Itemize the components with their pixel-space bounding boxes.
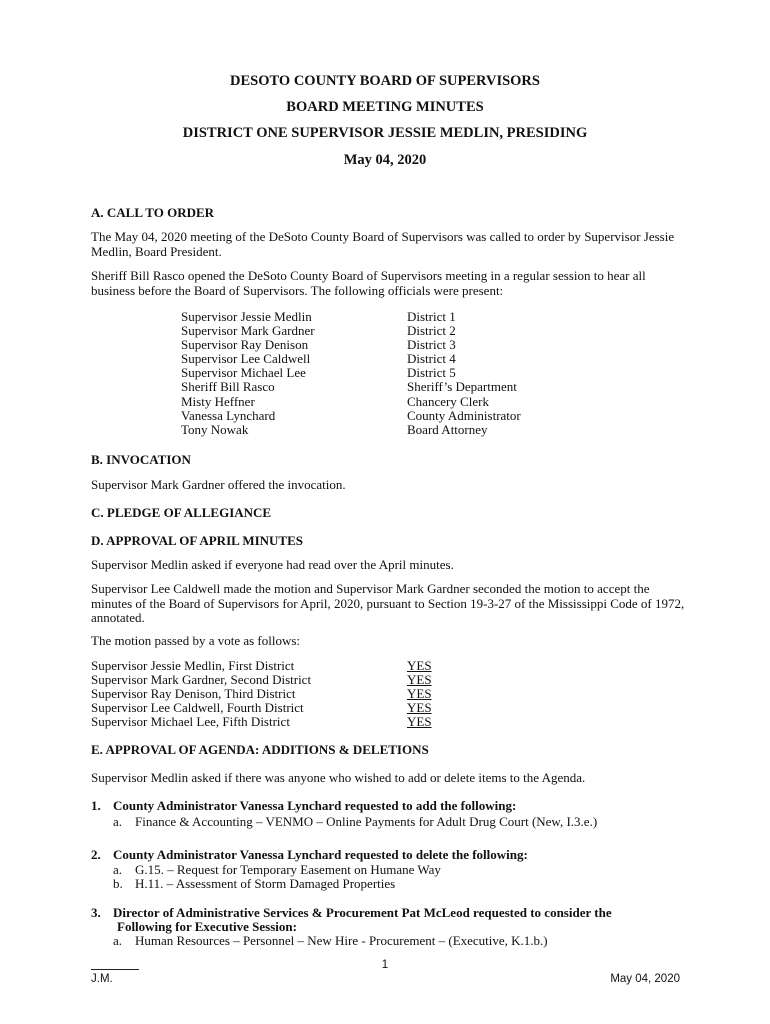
official-role: Sheriff’s Department [407,379,517,395]
official-role: Board Attorney [407,421,488,437]
officials-names [181,310,315,437]
section-d-para-1: Supervisor Medlin asked if everyone had read over the April minutes. [91,557,454,572]
voter-name: Supervisor Lee Caldwell, Fourth District [91,700,304,716]
subitem-letter: a. [113,862,123,877]
subitem-letter: a. [113,814,123,829]
official-role: District 4 [407,351,456,367]
section-e-heading: E. APPROVAL OF AGENDA: ADDITIONS & DELETIONS [91,742,429,757]
official-name: Supervisor Lee Caldwell [181,351,311,367]
agenda-subitem [113,934,548,949]
vote-results [407,659,432,729]
subitem-text: Finance & Accounting – VENMO – Online Payments for Adult Drug Court (New, I.3.e.) [135,814,598,829]
voter-name: Supervisor Michael Lee, Fifth District [91,714,290,730]
section-d-para-2: Supervisor Lee Caldwell made the motion and Supervisor Mark Gardner seconded the motion to accept the minutes of the Board of Supervisors for April, 2020, pursuant to Section 19-3-27 of the Mississippi Code of 1972, annotated. [91,581,685,625]
section-c-heading: C. PLEDGE OF ALLEGIANCE [91,505,272,520]
meeting-date: May 04, 2020 [343,152,427,168]
official-role: District 3 [407,337,456,353]
item-text: County Administrator Vanessa Lynchard requested to delete the following: [113,847,528,862]
official-name: Sheriff Bill Rasco [181,379,275,395]
presiding-line: DISTRICT ONE SUPERVISOR JESSIE MEDLIN, PRESIDING [182,125,588,141]
vote-result: YES [407,672,432,688]
section-d-para-3: The motion passed by a vote as follows: [91,633,301,648]
official-role: Chancery Clerk [407,393,489,409]
subitem-letter: a. [113,933,123,948]
official-name: Supervisor Jessie Medlin [181,309,312,324]
voter-name: Supervisor Ray Denison, Third District [91,686,296,702]
official-name: Misty Heffner [181,393,255,409]
subitem-text: G.15. – Request for Temporary Easement on Humane Way [135,862,441,877]
item-number: 2. [91,847,101,862]
agenda-subitem [113,815,597,830]
section-a-para-1: The May 04, 2020 meeting of the DeSoto County Board of Supervisors was called to order by Supervisor Jessie Medlin, Board President. [91,229,675,259]
vote-names [91,659,311,729]
section-b-para: Supervisor Mark Gardner offered the invocation. [91,477,346,492]
subitem-letter: b. [113,876,123,891]
item-text: Director of Administrative Services & Procurement Pat McLeod requested to consider the [113,905,612,920]
item-text-continued: Following for Executive Session: [117,919,297,934]
item-text: County Administrator Vanessa Lynchard requested to add the following: [113,798,517,813]
footer-date: May 04, 2020 [610,973,680,985]
item-number: 3. [91,905,101,920]
officials-roles [407,310,521,437]
page-number: 1 [381,959,389,971]
vote-result: YES [407,658,432,673]
document-title: BOARD MEETING MINUTES [286,99,484,115]
vote-result: YES [407,686,432,702]
section-b-heading: B. INVOCATION [91,452,191,467]
official-name: Supervisor Michael Lee [181,365,306,381]
vote-result: YES [407,700,432,716]
official-role: District 2 [407,323,456,339]
section-a-heading: A. CALL TO ORDER [91,205,215,220]
official-name: Tony Nowak [181,421,249,437]
voter-name: Supervisor Jessie Medlin, First District [91,658,295,673]
item-number: 1. [91,798,101,813]
official-name: Supervisor Mark Gardner [181,323,315,339]
official-role: District 5 [407,365,456,381]
subitem-text: Human Resources – Personnel – New Hire - Procurement – (Executive, K.1.b.) [135,933,548,948]
board-title: DESOTO COUNTY BOARD OF SUPERVISORS [230,73,540,89]
official-name: Vanessa Lynchard [181,407,276,423]
footer-initials: J.M. [91,973,113,985]
section-e-para: Supervisor Medlin asked if there was anyone who wished to add or delete items to the Agenda. [91,770,586,785]
official-name: Supervisor Ray Denison [181,337,309,353]
agenda-item-2 [91,848,711,863]
vote-result: YES [407,714,432,730]
section-d-heading: D. APPROVAL OF APRIL MINUTES [91,533,304,548]
agenda-subitem [113,877,395,892]
section-a-para-2: Sheriff Bill Rasco opened the DeSoto County Board of Supervisors meeting in a regular session to hear all business before the Board of Supervisors. The following officials were present: [91,268,646,298]
subitem-text: H.11. – Assessment of Storm Damaged Properties [135,876,396,891]
voter-name: Supervisor Mark Gardner, Second District [91,672,312,688]
initials-line [91,969,139,970]
official-role: District 1 [407,309,456,324]
agenda-item-1 [91,799,711,814]
official-role: County Administrator [407,407,521,423]
